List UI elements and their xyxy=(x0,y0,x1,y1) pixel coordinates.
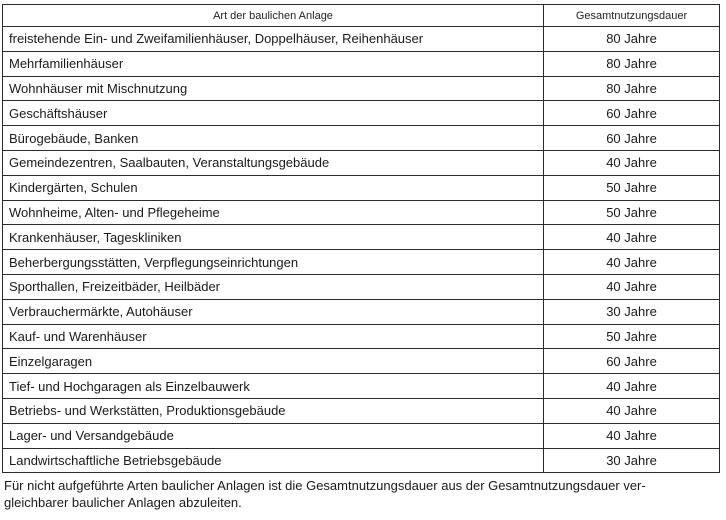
table-row xyxy=(3,200,720,225)
footnote-line: Für nicht aufgeführte Arten baulicher Anlagen ist die Gesamtnutzungsdauer aus der Gesamtnutzungsdauer ver- xyxy=(4,478,646,493)
table-row xyxy=(3,126,720,151)
table-row xyxy=(3,324,720,349)
useful-life-cell: 80 Jahre xyxy=(544,76,720,101)
building-type-cell: Lager- und Versandgebäude xyxy=(3,423,544,448)
useful-life-cell: 40 Jahre xyxy=(544,250,720,275)
building-type-cell: Bürogebäude, Banken xyxy=(3,126,544,151)
building-type-cell: Landwirtschaftliche Betriebsgebäude xyxy=(3,448,544,473)
useful-life-cell: 60 Jahre xyxy=(544,101,720,126)
table-row xyxy=(3,448,720,473)
useful-life-cell: 80 Jahre xyxy=(544,51,720,76)
building-type-cell: Tief- und Hochgaragen als Einzelbauwerk xyxy=(3,374,544,399)
useful-life-cell: 40 Jahre xyxy=(544,150,720,175)
table-row xyxy=(3,299,720,324)
useful-life-cell: 40 Jahre xyxy=(544,225,720,250)
table-row xyxy=(3,27,720,52)
building-type-cell: Einzelgaragen xyxy=(3,349,544,374)
useful-life-table xyxy=(2,4,720,473)
useful-life-cell: 60 Jahre xyxy=(544,126,720,151)
footnote-line: gleichbarer baulicher Anlagen abzuleiten. xyxy=(4,495,242,510)
building-type-cell: Betriebs- und Werkstätten, Produktionsgebäude xyxy=(3,398,544,423)
footnote xyxy=(4,477,720,511)
header-total-useful-life: Gesamtnutzungsdauer xyxy=(544,5,720,27)
useful-life-cell: 30 Jahre xyxy=(544,448,720,473)
building-type-cell: Wohnheime, Alten- und Pflegeheime xyxy=(3,200,544,225)
useful-life-cell: 60 Jahre xyxy=(544,349,720,374)
table-row xyxy=(3,250,720,275)
table-row xyxy=(3,225,720,250)
building-type-cell: Verbrauchermärkte, Autohäuser xyxy=(3,299,544,324)
useful-life-cell: 50 Jahre xyxy=(544,200,720,225)
table-row xyxy=(3,175,720,200)
building-type-cell: Mehrfamilienhäuser xyxy=(3,51,544,76)
table-row xyxy=(3,349,720,374)
table-row xyxy=(3,150,720,175)
useful-life-table-container xyxy=(2,4,719,473)
building-type-cell: Gemeindezentren, Saalbauten, Veranstaltungsgebäude xyxy=(3,150,544,175)
useful-life-cell: 80 Jahre xyxy=(544,27,720,52)
useful-life-cell: 40 Jahre xyxy=(544,398,720,423)
building-type-cell: Geschäftshäuser xyxy=(3,101,544,126)
useful-life-cell: 50 Jahre xyxy=(544,175,720,200)
building-type-cell: freistehende Ein- und Zweifamilienhäuser, Doppelhäuser, Reihenhäuser xyxy=(3,27,544,52)
table-row xyxy=(3,76,720,101)
useful-life-cell: 50 Jahre xyxy=(544,324,720,349)
table-row xyxy=(3,398,720,423)
useful-life-cell: 40 Jahre xyxy=(544,423,720,448)
useful-life-cell: 40 Jahre xyxy=(544,274,720,299)
building-type-cell: Kindergärten, Schulen xyxy=(3,175,544,200)
table-row xyxy=(3,374,720,399)
table-body xyxy=(3,27,720,473)
building-type-cell: Beherbergungsstätten, Verpflegungseinrichtungen xyxy=(3,250,544,275)
building-type-cell: Krankenhäuser, Tageskliniken xyxy=(3,225,544,250)
table-header-row xyxy=(3,5,720,27)
table-row xyxy=(3,274,720,299)
building-type-cell: Wohnhäuser mit Mischnutzung xyxy=(3,76,544,101)
useful-life-cell: 30 Jahre xyxy=(544,299,720,324)
table-row xyxy=(3,51,720,76)
building-type-cell: Kauf- und Warenhäuser xyxy=(3,324,544,349)
table-row xyxy=(3,101,720,126)
table-row xyxy=(3,423,720,448)
building-type-cell: Sporthallen, Freizeitbäder, Heilbäder xyxy=(3,274,544,299)
header-building-type: Art der baulichen Anlage xyxy=(3,5,544,27)
useful-life-cell: 40 Jahre xyxy=(544,374,720,399)
